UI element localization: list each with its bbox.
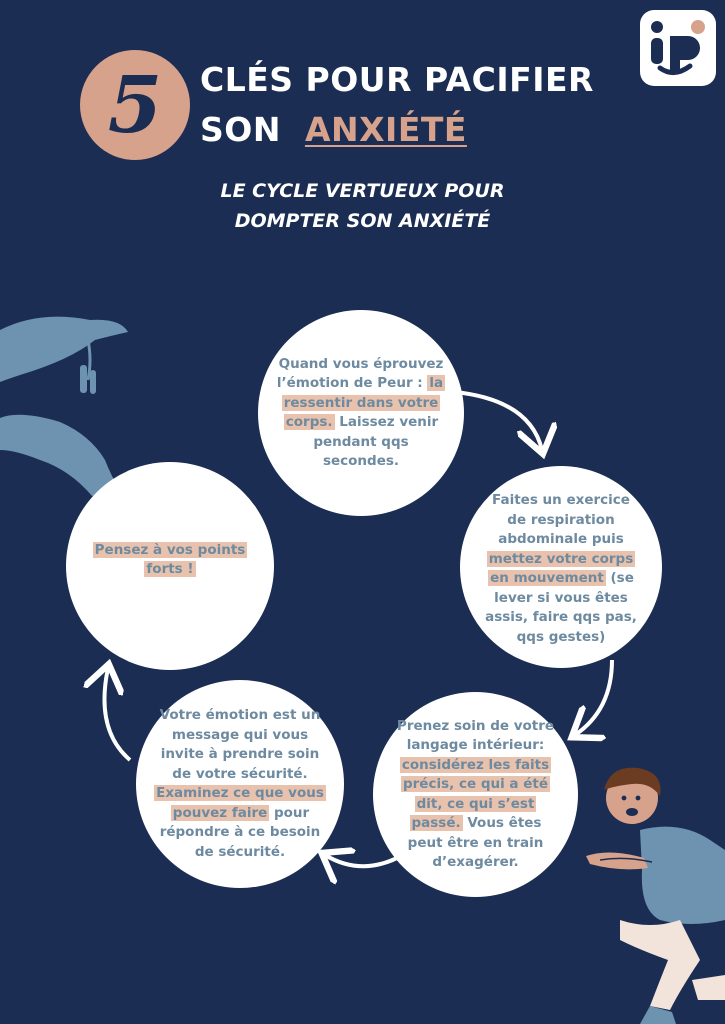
step5-highlight: Pensez à vos points forts !: [94, 541, 246, 577]
subtitle-line2: DOMPTER SON ANXIÉTÉ: [234, 210, 491, 232]
title-prefix: SON: [200, 110, 281, 149]
step1-text-end: Laissez venir pendant qqs secondes.: [313, 414, 439, 469]
cycle-step-2: [460, 466, 662, 668]
subtitle-line1: LE CYCLE VERTUEUX POUR: [220, 180, 505, 202]
step3-text-end: Vous êtes peut être en train d’exagérer.: [407, 815, 544, 870]
step3-text: Prenez soin de votre langage intérieur:: [396, 717, 555, 753]
arrow-2-to-3: [575, 660, 612, 735]
step2-highlight: mettez votre corps en mouvement: [488, 550, 634, 586]
step4-highlight: Examinez ce que vous pouvez faire: [156, 785, 324, 821]
step2-text: Faites un exercice de respiration abdominale puis: [492, 492, 630, 547]
arrow-1-to-2: [455, 392, 542, 450]
step1-text: Quand vous éprouvez l’émotion de Peur :: [276, 355, 444, 391]
title-accent: ANXIÉTÉ: [304, 110, 467, 149]
cycle-step-3: [373, 692, 578, 897]
step3-highlight: considérez les faits précis, ce qui a été dit, ce qui s’est passé.: [401, 756, 550, 831]
step2-text-end: (se lever si vous êtes assis, faire qqs pas, qqs gestes): [485, 570, 637, 645]
cycle-step-5: [66, 462, 274, 670]
key-count-number: 5: [107, 59, 163, 151]
cycle-step-1: [258, 310, 464, 516]
hands-keys-illustration: [0, 300, 140, 500]
anxious-person-illustration: [580, 760, 725, 1024]
page-title-line1: CLÉS POUR PACIFIER: [200, 60, 594, 99]
cycle-step-4: [136, 680, 344, 888]
arrow-4-to-5: [104, 668, 130, 760]
step4-text: Votre émotion est un message qui vous invite à prendre soin de votre sécurité.: [159, 707, 321, 782]
step4-text-end: pour répondre à ce besoin de sécurité.: [159, 804, 321, 860]
step1-highlight: la ressentir dans votre corps.: [283, 375, 444, 430]
